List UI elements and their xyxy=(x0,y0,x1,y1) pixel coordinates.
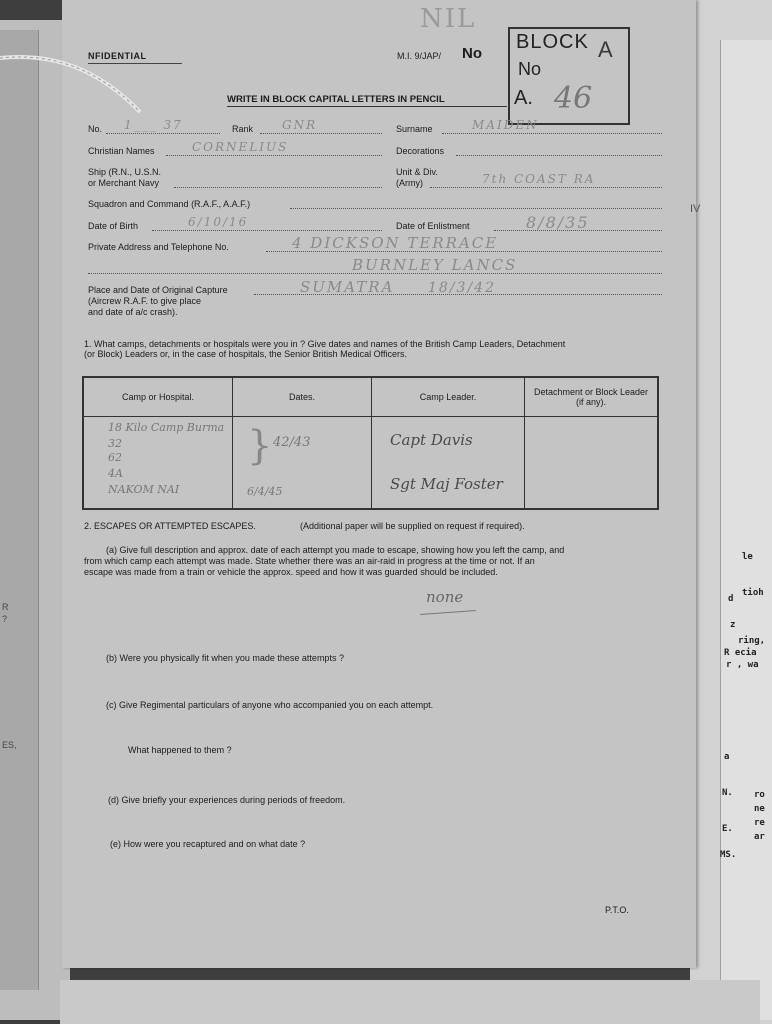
form-sheet xyxy=(62,0,696,968)
edge-fragment: d xyxy=(728,594,734,604)
ship-label: Ship (R.N., U.S.N. xyxy=(88,167,162,177)
section2-d: (d) Give briefly your experiences during periods of freedom. xyxy=(108,795,346,805)
edge-fragment: ne xyxy=(754,804,765,814)
leader-entry: Capt Davis xyxy=(390,431,473,449)
section2-a-line3: escape was made from a train or vehicle the approx. speed and how it was guarded should be included. xyxy=(84,567,498,577)
no-label: No. xyxy=(88,124,103,134)
no-value: 1___ 37 xyxy=(124,118,183,132)
dates-entry: 42/43 xyxy=(273,435,311,450)
stamp-block-label: BLOCK xyxy=(516,31,589,53)
no-field-line xyxy=(106,133,220,134)
section2-c: (c) Give Regimental particulars of anyone who accompanied you on each attempt. xyxy=(106,700,434,710)
squadron-label: Squadron and Command (R.A.F., A.A.F.) xyxy=(88,199,251,209)
surname-field-line xyxy=(442,133,662,134)
section2-a-line2: from which camp each attempt was made. State whether there was an air-raid in progress at the time or not. If an xyxy=(84,556,535,566)
instruction-underline xyxy=(227,106,507,107)
edge-fragment: R xyxy=(2,602,9,612)
section2-heading: 2. ESCAPES OR ATTEMPTED ESCAPES. xyxy=(84,521,256,531)
surname-label: Surname xyxy=(396,124,433,134)
capture-date: 18/3/42 xyxy=(428,280,496,296)
capture-place: SUMATRA xyxy=(300,278,395,296)
camps-table xyxy=(82,376,659,510)
edge-fragment: MS. xyxy=(720,850,737,860)
section2-b: (b) Were you physically fit when you made these attempts ? xyxy=(106,653,344,663)
edge-fragment: ring, xyxy=(738,636,766,646)
form-number: M.I. 9/JAP/ xyxy=(397,51,442,61)
section2-a-answer: none xyxy=(426,588,464,606)
dates-cell xyxy=(233,417,372,510)
ship-label-2: or Merchant Navy xyxy=(88,178,160,188)
section1-question-line1: 1. What camps, detachments or hospitals were you in ? Give dates and names of the British Camp Leaders, Detachment xyxy=(84,339,566,349)
margin-mark: IV xyxy=(690,203,701,215)
camps-table-header-row xyxy=(83,377,658,417)
edge-fragment: r , wa xyxy=(726,660,759,670)
unit-value: 7th COAST RA xyxy=(482,172,596,186)
camp-entry: 4A xyxy=(108,467,123,480)
section2-c-followup: What happened to them ? xyxy=(128,745,232,755)
leader-cell xyxy=(372,417,525,510)
decorations-label: Decorations xyxy=(396,146,445,156)
enlistment-label: Date of Enlistment xyxy=(396,221,470,231)
camp-entry: 32 xyxy=(108,437,122,450)
stamp-block-number: 46 xyxy=(554,81,593,116)
section2-e: (e) How were you recaptured and on what date ? xyxy=(110,839,306,849)
dates-bracket: } xyxy=(247,423,273,469)
background-paper-bottom xyxy=(60,980,760,1024)
squadron-line xyxy=(290,208,662,209)
address-label: Private Address and Telephone No. xyxy=(88,242,229,252)
stamp-no-label: No xyxy=(518,59,542,79)
edge-fragment: tioh xyxy=(742,588,764,598)
column-header-camp-leader: Camp Leader. xyxy=(372,377,525,417)
unit-label: Unit & Div. xyxy=(396,167,438,177)
enlistment-value: 8/8/35 xyxy=(526,213,590,232)
dob-line xyxy=(152,230,382,231)
rank-label: Rank xyxy=(232,124,254,134)
instruction-heading: WRITE IN BLOCK CAPITAL LETTERS IN PENCIL xyxy=(227,94,445,105)
section1-question-line2: (or Block) Leaders or, in the case of hospitals, the Senior British Medical Officers. xyxy=(84,349,407,359)
surname-value: MAIDEN xyxy=(472,118,539,132)
ship-line xyxy=(174,187,382,188)
camps-table-row xyxy=(83,417,658,510)
camp-entry: 18 Kilo Camp Burma xyxy=(108,421,225,434)
edge-fragment: ES, xyxy=(2,740,17,750)
edge-fragment: z xyxy=(730,620,736,630)
camp-entry: 62 xyxy=(108,451,122,464)
edge-fragment: le xyxy=(742,552,753,562)
edge-fragment: re xyxy=(754,818,765,828)
column-header-detachment-leader: Detachment or Block Leader (if any). xyxy=(525,377,659,417)
binding-cord xyxy=(0,50,150,120)
edge-fragment: ro xyxy=(754,790,765,800)
block-stamp xyxy=(508,27,630,125)
leader-entry: Sgt Maj Foster xyxy=(390,475,503,493)
edge-fragment: a xyxy=(724,752,730,762)
background-paper-right-inner xyxy=(720,40,772,1020)
edge-fragment: R ecia xyxy=(724,648,757,658)
edge-fragment: ? xyxy=(2,614,8,624)
rank-value: GNR xyxy=(282,118,318,132)
handwritten-nil: NIL xyxy=(420,4,477,34)
number-symbol: No xyxy=(462,45,482,62)
stamp-a-label: A. xyxy=(514,87,533,109)
section2-heading-note: (Additional paper will be supplied on request if required). xyxy=(300,521,525,531)
pto-label: P.T.O. xyxy=(605,905,629,915)
classification-label: NFIDENTIAL xyxy=(88,51,147,61)
detachment-cell xyxy=(525,417,659,510)
decorations-line xyxy=(456,155,662,156)
edge-fragment: ar xyxy=(754,832,765,842)
capture-label: Place and Date of Original Capture xyxy=(88,285,228,295)
capture-label-2: (Aircrew R.A.F. to give place xyxy=(88,296,202,306)
christian-names-label: Christian Names xyxy=(88,146,155,156)
unit-line xyxy=(430,187,662,188)
background-paper-left-inner xyxy=(0,30,39,990)
column-header-dates: Dates. xyxy=(233,377,372,417)
unit-label-2: (Army) xyxy=(396,178,423,188)
stamp-block-letter: A xyxy=(598,37,613,62)
section2-a-line1: (a) Give full description and approx. date of each attempt you made to escape, showing how you left the camp, and xyxy=(106,545,565,555)
dob-value: 6/10/16 xyxy=(188,215,249,229)
address-value-1: 4 DICKSON TERRACE xyxy=(292,234,499,252)
edge-fragment: E. xyxy=(722,824,733,834)
christian-names-value: CORNELIUS xyxy=(192,140,289,154)
answer-underline xyxy=(420,610,476,615)
address-value-2: BURNLEY LANCS xyxy=(352,256,518,274)
rank-field-line xyxy=(260,133,382,134)
camp-cell xyxy=(83,417,233,510)
column-header-camp: Camp or Hospital. xyxy=(83,377,233,417)
camp-entry: NAKOM NAI xyxy=(108,483,180,496)
christian-names-line xyxy=(166,155,382,156)
capture-label-3: and date of a/c crash). xyxy=(88,307,178,317)
edge-fragment: N. xyxy=(722,788,733,798)
dates-entry: 6/4/45 xyxy=(247,485,283,498)
dob-label: Date of Birth xyxy=(88,221,139,231)
